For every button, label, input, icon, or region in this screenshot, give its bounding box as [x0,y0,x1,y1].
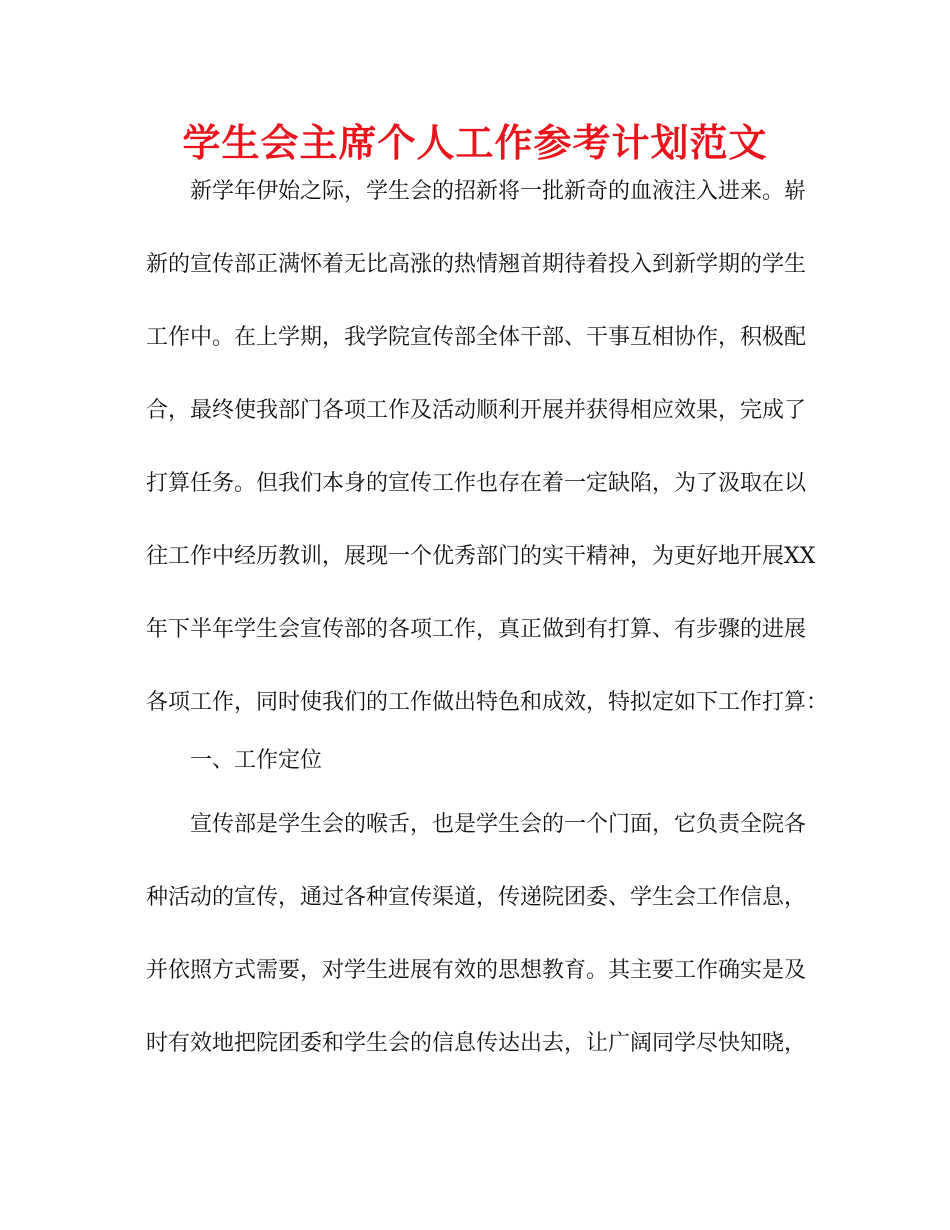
document-title: 学生会主席个人工作参考计划范文 [182,121,768,165]
paragraph-line: 并依照方式需要，对学生进展有效的思想教育。其主要工作确实是及 [146,958,807,983]
paragraph-line: 合，最终使我部门各项工作及活动顺利开展并获得相应效果，完成了 [146,398,807,423]
section-heading: 一、工作定位 [190,748,323,773]
paragraph-line: 各项工作，同时使我们的工作做出特色和成效，特拟定如下工作打算： [146,690,829,715]
paragraph-line: 种活动的宣传，通过各种宣传渠道，传递院团委、学生会工作信息， [146,885,807,910]
paragraph-line: 打算任务。但我们本身的宣传工作也存在着一定缺陷，为了汲取在以 [146,471,807,496]
paragraph-line: 宣传部是学生会的喉舌，也是学生会的一个门面，它负责全院各 [190,812,807,837]
paragraph-line: 时有效地把院团委和学生会的信息传达出去，让广阔同学尽快知晓， [146,1031,807,1056]
paragraph-line: 往工作中经历教训，展现一个优秀部门的实干精神，为更好地开展XX [146,544,816,569]
paragraph-line: 年下半年学生会宣传部的各项工作，真正做到有打算、有步骤的进展 [146,617,807,642]
paragraph-line: 工作中。在上学期，我学院宣传部全体干部、干事互相协作，积极配 [146,325,807,350]
paragraph-line: 新学年伊始之际，学生会的招新将一批新奇的血液注入进来。崭 [190,179,807,204]
paragraph-line: 新的宣传部正满怀着无比高涨的热情翘首期待着投入到新学期的学生 [146,252,807,277]
